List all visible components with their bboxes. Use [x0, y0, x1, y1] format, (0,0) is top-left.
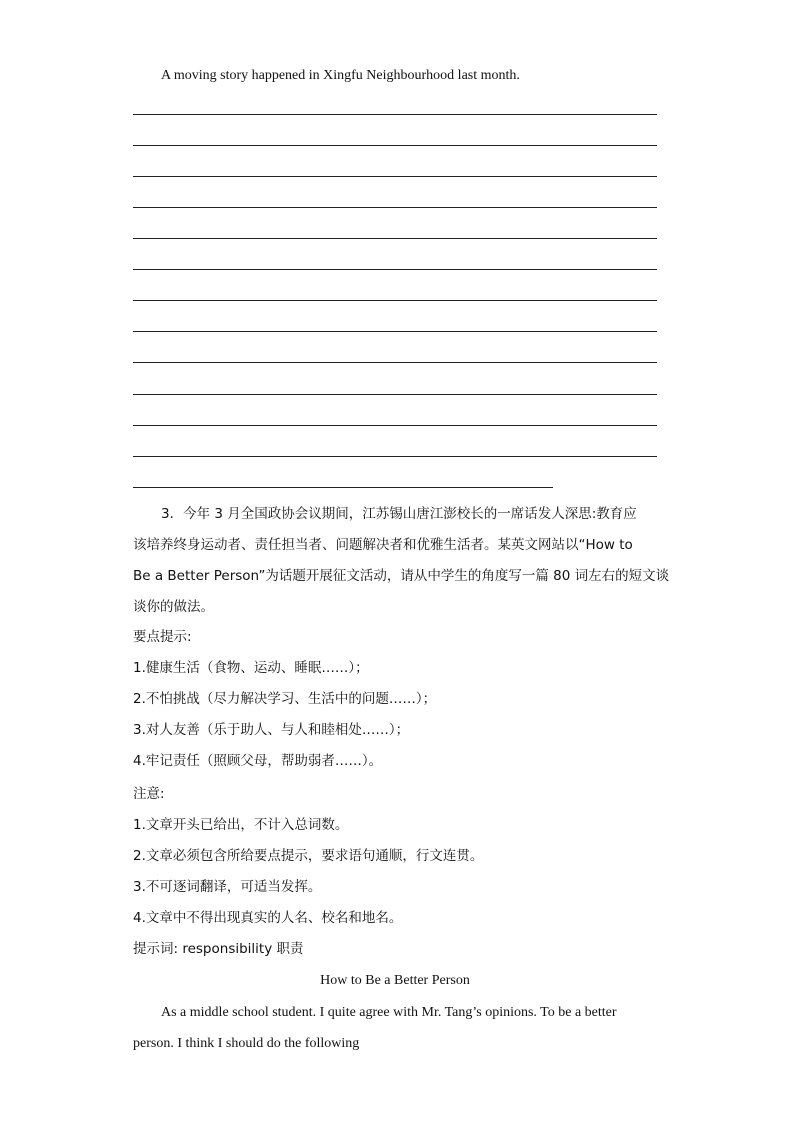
answer-line	[133, 425, 657, 426]
answer-line	[133, 176, 657, 177]
key-point-item: 3.对人友善（乐于助人、与人和睦相处……）；	[133, 722, 410, 738]
key-point-item: 1.健康生活（食物、运动、睡眠……）；	[133, 660, 369, 676]
essay-title: How to Be a Better Person	[320, 973, 470, 988]
note-item: 2.文章必须包含所给要点提示，要求语句通顺，行文连贯。	[133, 848, 484, 864]
note-item: 4.文章中不得出现真实的人名、校名和地名。	[133, 910, 403, 926]
question3-line1: 3．今年 3 月全国政协会议期间，江苏锡山唐江澎校长的一席话发人深思:教育应	[161, 506, 637, 522]
key-point-item: 4.牢记责任（照顾父母，帮助弱者……）。	[133, 753, 383, 769]
answer-line	[133, 114, 657, 115]
answer-line	[133, 145, 657, 146]
answer-line	[133, 456, 657, 457]
question3-line2: 该培养终身运动者、责任担当者、问题解决者和优雅生活者。某英文网站以“How to	[133, 537, 633, 553]
answer-line	[133, 207, 657, 208]
answer-line-short	[133, 487, 553, 488]
note-item: 3.不可逐词翻译，可适当发挥。	[133, 879, 322, 895]
answer-line	[133, 362, 657, 363]
hint-word: 提示词: responsibility 职责	[133, 941, 304, 957]
key-point-item: 2.不怕挑战（尽力解决学习、生活中的问题……）；	[133, 691, 437, 707]
answer-line	[133, 269, 657, 270]
answer-line	[133, 300, 657, 301]
answer-line	[133, 331, 657, 332]
answer-line	[133, 394, 657, 395]
question3-line3: Be a Better Person”为话题开展征文活动，请从中学生的角度写一篇 80 词左右的短文谈	[133, 568, 670, 584]
note-item: 1.文章开头已给出，不计入总词数。	[133, 817, 349, 833]
notes-heading: 注意:	[133, 786, 165, 802]
essay-opening-line2: person. I think I should do the following	[133, 1036, 360, 1051]
question3-line4: 谈你的做法。	[133, 599, 214, 615]
answer-line	[133, 238, 657, 239]
key-points-heading: 要点提示:	[133, 629, 192, 645]
intro-sentence: A moving story happened in Xingfu Neighbourhood last month.	[161, 68, 520, 83]
essay-opening-line1: As a middle school student. I quite agree with Mr. Tang’s opinions. To be a better	[161, 1005, 617, 1020]
